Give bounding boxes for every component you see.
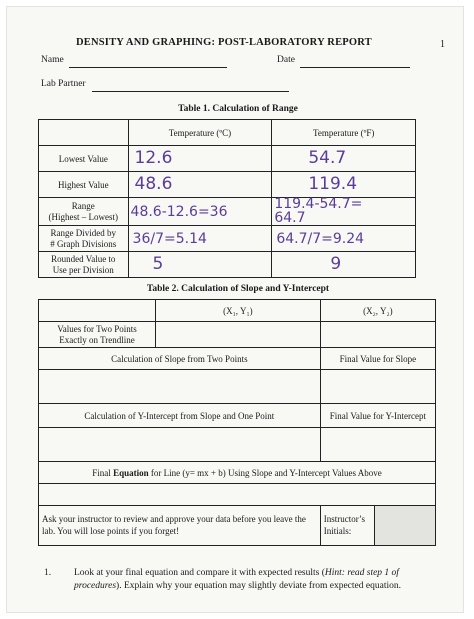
name-field[interactable] <box>69 67 227 68</box>
range-table-corner <box>39 120 129 146</box>
rounded-c-value: 5 <box>152 254 164 274</box>
header-x2y2: (X₂, Y₂) <box>320 300 435 322</box>
header-temp-c: Temperature (ºC) <box>128 120 272 146</box>
x1y1-entry[interactable] <box>156 322 321 348</box>
table1-caption: Table 1. Calculation of Range <box>178 104 298 114</box>
report-title: DENSITY AND GRAPHING: POST-LABORATORY REPORT <box>76 37 372 48</box>
slope-calc-header: Calculation of Slope from Two Points <box>39 348 321 370</box>
highest-f-value: 119.4 <box>308 174 358 194</box>
slope-calc-entry[interactable] <box>39 370 321 404</box>
question-1-number: 1. <box>44 568 52 578</box>
yint-final-header: Final Value for Y-Intercept <box>320 404 435 428</box>
rounded-c-cell[interactable] <box>128 252 272 278</box>
question-1-text-b: ). Explain why your equation may slightly deviate from expected equation. <box>116 580 401 591</box>
question-1-text-a: Look at your final equation and compare it with expected results ( <box>74 568 325 578</box>
range-f-cell[interactable] <box>272 198 416 226</box>
header-temp-f: Temperature (ºF) <box>272 120 416 146</box>
instructor-initials-box[interactable] <box>375 506 436 546</box>
range-c-value: 48.6-12.6=36 <box>130 203 228 220</box>
slope-final-header: Final Value for Slope <box>320 348 435 370</box>
final-equation-entry[interactable] <box>39 484 436 506</box>
rounded-f-cell[interactable] <box>272 252 416 278</box>
lab-partner-field[interactable] <box>92 91 289 92</box>
two-points-label: Values for Two Points Exactly on Trendline <box>39 322 156 348</box>
highest-c-value: 48.6 <box>134 174 173 194</box>
slope-table-corner <box>39 300 156 322</box>
yint-calc-header: Calculation of Y-Intercept from Slope and One Point <box>39 404 321 428</box>
row-label-rounded: Rounded Value to Use per Division <box>39 252 129 278</box>
rounded-f-value: 9 <box>330 254 342 274</box>
range-f-value: 119.4-54.7= 64.7 <box>274 196 363 226</box>
date-field[interactable] <box>300 67 410 68</box>
lowest-f-value: 54.7 <box>308 148 347 168</box>
row-label-range: Range (Highest – Lowest) <box>39 198 129 226</box>
row-label-lowest: Lowest Value <box>39 146 129 172</box>
lowest-c-cell[interactable] <box>128 146 272 172</box>
worksheet-page <box>6 6 464 613</box>
highest-c-cell[interactable] <box>128 172 272 198</box>
highest-f-cell[interactable] <box>272 172 416 198</box>
table2-caption: Table 2. Calculation of Slope and Y-Intercept <box>146 284 330 294</box>
name-label: Name <box>41 55 64 65</box>
yint-final-entry[interactable] <box>320 428 435 462</box>
date-label: Date <box>277 55 295 65</box>
question-1-text <box>74 567 446 593</box>
header-x1y1: (X₁, Y₁) <box>156 300 321 322</box>
lab-partner-label: Lab Partner <box>41 79 86 89</box>
final-eq-post: for Line (y= mx + b) Using Slope and Y-Intercept Values Above <box>148 467 382 478</box>
final-eq-pre: Final <box>92 467 114 478</box>
yint-calc-entry[interactable] <box>39 428 321 462</box>
x2y2-entry[interactable] <box>320 322 435 348</box>
divided-f-cell[interactable] <box>272 226 416 252</box>
lowest-f-cell[interactable] <box>272 146 416 172</box>
row-label-range-divided: Range Divided by # Graph Divisions <box>39 226 129 252</box>
final-eq-bold: Equation <box>113 467 149 478</box>
lowest-c-value: 12.6 <box>134 148 173 168</box>
divided-c-cell[interactable] <box>128 226 272 252</box>
slope-table <box>38 299 436 546</box>
divided-f-value: 64.7/7=9.24 <box>276 230 365 247</box>
question-1-hint: Hint: read step 1 of procedures <box>74 568 399 591</box>
divided-c-value: 36/7=5.14 <box>132 230 207 247</box>
final-equation-header <box>39 462 436 484</box>
instructor-note: Ask your instructor to review and approve your data before you leave the lab. You will lose points if you forget! <box>39 506 321 546</box>
page-number: 1 <box>440 39 445 50</box>
range-c-cell[interactable] <box>128 198 272 226</box>
instructor-initials-label: Instructor’s Initials: <box>320 506 374 546</box>
row-label-highest: Highest Value <box>39 172 129 198</box>
range-table <box>38 119 416 278</box>
slope-final-entry[interactable] <box>320 370 435 404</box>
